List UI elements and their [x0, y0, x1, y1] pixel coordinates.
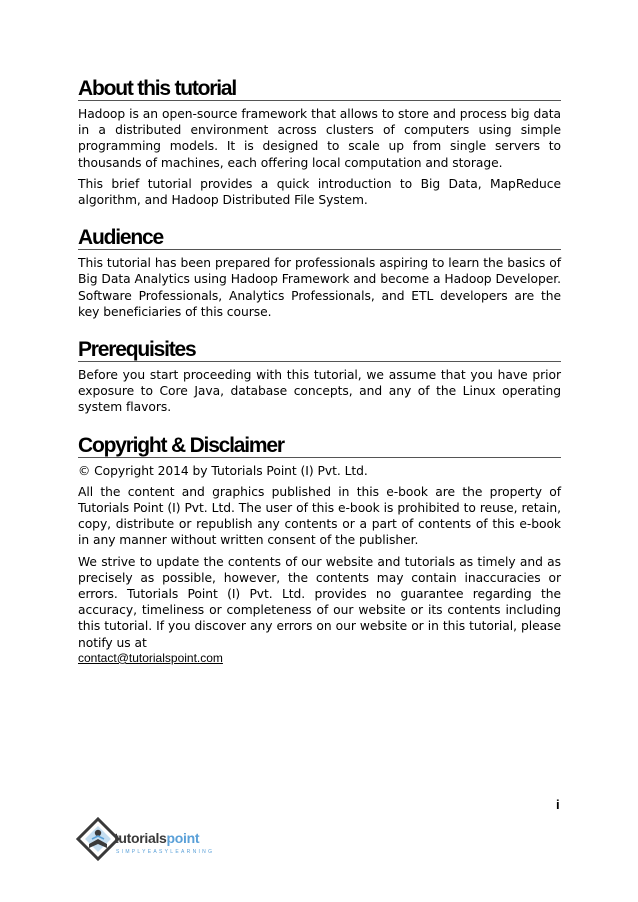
logo-tagline: SIMPLYEASYLEARNING [116, 849, 215, 855]
tutorialspoint-logo [76, 817, 226, 865]
section-heading: Prerequisites [78, 339, 561, 362]
section-about [78, 78, 561, 208]
contact-email-link[interactable]: contact@tutorialspoint.com [78, 650, 223, 665]
paragraph: This brief tutorial provides a quick introduction to Big Data, MapReduce algorithm, and Hadoop Distributed File System. [78, 176, 561, 208]
logo-wordmark-main: tutorials [114, 830, 167, 846]
paragraph: Before you start proceeding with this tutorial, we assume that you have prior exposure to Core Java, database concepts, and any of the Linux operating system flavors. [78, 368, 561, 415]
paragraph: Hadoop is an open-source framework that allows to store and process big data in a distributed environment across clusters of computers using simple programming models. It is designed to scale up from single servers to thousands of machines, each offering local computation and storage. [78, 107, 561, 170]
page-content [78, 78, 561, 665]
section-prerequisites [78, 339, 561, 416]
paragraph: We strive to update the contents of our website and tutorials as timely and as precisely as possible, however, the contents may contain inaccuracies or errors. Tutorials Point (I) Pvt. Ltd. provides no guarantee regarding the accuracy, timeliness or completeness of our website or its contents including this tutorial. If you discover any errors on our website or in this tutorial, please notify us at [78, 554, 561, 650]
copyright-line: © Copyright 2014 by Tutorials Point (I) Pvt. Ltd. [78, 463, 368, 478]
section-copyright [78, 435, 561, 665]
paragraph: This tutorial has been prepared for professionals aspiring to learn the basics of Big Data Analytics using Hadoop Framework and become a Hadoop Developer. Software Professionals, Analytics Professionals, and ETL developers are the key beneficiaries of this course. [78, 256, 561, 319]
page-number: i [556, 797, 560, 812]
paragraph: All the content and graphics published in this e-book are the property of Tutorials Point (I) Pvt. Ltd. The user of this e-book is prohibited to reuse, retain, copy, distribute or republish any contents or a part of contents of this e-book in any manner without written consent of the publisher. [78, 484, 561, 548]
logo-wordmark-accent: point [166, 830, 200, 846]
logo-icon [76, 817, 226, 865]
section-heading: Copyright & Disclaimer [78, 435, 561, 458]
svg-text:tutorialspoint [114, 830, 200, 846]
section-heading: About this tutorial [78, 78, 561, 101]
section-audience [78, 227, 561, 320]
section-heading: Audience [78, 227, 561, 250]
